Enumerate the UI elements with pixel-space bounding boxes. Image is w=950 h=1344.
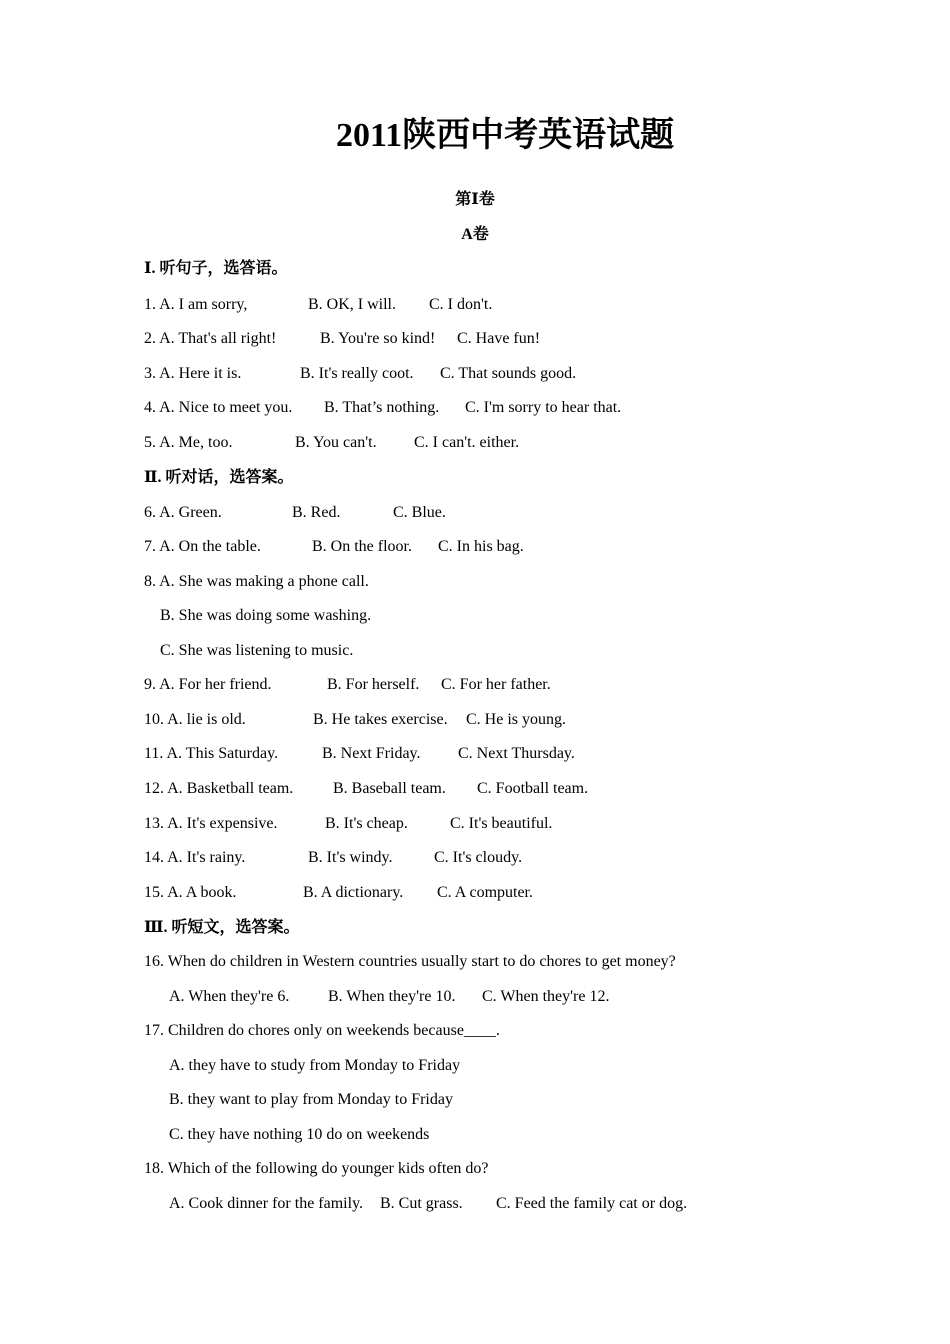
question-7-option-c: C. In his bag.	[438, 538, 524, 555]
question-2-option-b: B. You're so kind!	[320, 330, 436, 347]
question-11-option-b: B. Next Friday.	[322, 745, 421, 762]
question-5-option-b: B. You can't.	[295, 434, 377, 451]
question-7-option-b: B. On the floor.	[312, 538, 412, 555]
question-17-option-b: B. they want to play from Monday to Friday	[169, 1091, 453, 1108]
question-3-option-a: 3. A. Here it is.	[144, 365, 242, 382]
question-17-option-c: C. they have nothing 10 do on weekends	[169, 1126, 430, 1143]
question-15-option-a: 15. A. A book.	[144, 884, 237, 901]
question-16-option-a: A. When they're 6.	[169, 988, 290, 1005]
section-3-heading: Ⅲ. 听短文，选答案。	[144, 919, 300, 936]
question-3-option-b: B. It's really coot.	[300, 365, 414, 382]
question-9-option-a: 9. A. For her friend.	[144, 676, 272, 693]
section-2-heading: Ⅱ. 听对话，选答案。	[144, 469, 294, 486]
question-8-option-c: C. She was listening to music.	[160, 642, 354, 659]
question-16-option-c: C. When they're 12.	[482, 988, 610, 1005]
question-8-option-a: 8. A. She was making a phone call.	[144, 573, 369, 590]
question-6-option-b: B. Red.	[292, 504, 341, 521]
question-1-option-b: B. OK, I will.	[308, 296, 396, 313]
question-4-option-b: B. That’s nothing.	[324, 399, 440, 416]
question-14-option-c: C. It's cloudy.	[434, 849, 523, 866]
question-4-option-c: C. I'm sorry to hear that.	[465, 399, 622, 416]
paper-label: A卷	[461, 226, 489, 243]
question-9-option-b: B. For herself.	[327, 676, 420, 693]
question-5-option-a: 5. A. Me, too.	[144, 434, 233, 451]
question-13-option-c: C. It's beautiful.	[450, 815, 553, 832]
question-17-option-a: A. they have to study from Monday to Friday	[169, 1057, 461, 1074]
question-14-option-b: B. It's windy.	[308, 849, 393, 866]
question-5-option-c: C. I can't. either.	[414, 434, 520, 451]
question-13-option-b: B. It's cheap.	[325, 815, 408, 832]
question-3-option-c: C. That sounds good.	[440, 365, 577, 382]
question-12-option-a: 12. A. Basketball team.	[144, 780, 294, 797]
question-16-option-b: B. When they're 10.	[328, 988, 456, 1005]
question-4-option-a: 4. A. Nice to meet you.	[144, 399, 293, 416]
question-12-option-c: C. Football team.	[477, 780, 589, 797]
question-2-option-c: C. Have fun!	[457, 330, 541, 347]
question-15-option-c: C. A computer.	[437, 884, 533, 901]
page-title: 2011陕西中考英语试题	[336, 117, 675, 154]
question-8-option-b: B. She was doing some washing.	[160, 607, 372, 624]
question-10-option-b: B. He takes exercise.	[313, 711, 448, 728]
question-10-option-a: 10. A. lie is old.	[144, 711, 246, 728]
question-10-option-c: C. He is young.	[466, 711, 566, 728]
question-18-option-a: A. Cook dinner for the family.	[169, 1195, 364, 1212]
question-18-text: 18. Which of the following do younger kids often do?	[144, 1160, 489, 1177]
question-18-option-c: C. Feed the family cat or dog.	[496, 1195, 688, 1212]
question-1-option-a: 1. A. I am sorry,	[144, 296, 248, 313]
question-11-option-a: 11. A. This Saturday.	[144, 745, 279, 762]
question-11-option-c: C. Next Thursday.	[458, 745, 575, 762]
section-1-heading: Ⅰ. 听句子，选答语。	[144, 260, 288, 277]
question-7-option-a: 7. A. On the table.	[144, 538, 261, 555]
question-13-option-a: 13. A. It's expensive.	[144, 815, 278, 832]
question-2-option-a: 2. A. That's all right!	[144, 330, 277, 347]
question-17-text: 17. Children do chores only on weekends because____.	[144, 1022, 500, 1039]
question-14-option-a: 14. A. It's rainy.	[144, 849, 246, 866]
question-1-option-c: C. I don't.	[429, 296, 493, 313]
question-9-option-c: C. For her father.	[441, 676, 551, 693]
question-12-option-b: B. Baseball team.	[333, 780, 446, 797]
volume-label: 第Ⅰ卷	[455, 191, 495, 208]
question-15-option-b: B. A dictionary.	[303, 884, 404, 901]
question-18-option-b: B. Cut grass.	[380, 1195, 463, 1212]
question-6-option-c: C. Blue.	[393, 504, 446, 521]
question-16-text: 16. When do children in Western countries usually start to do chores to get money?	[144, 953, 676, 970]
question-6-option-a: 6. A. Green.	[144, 504, 222, 521]
